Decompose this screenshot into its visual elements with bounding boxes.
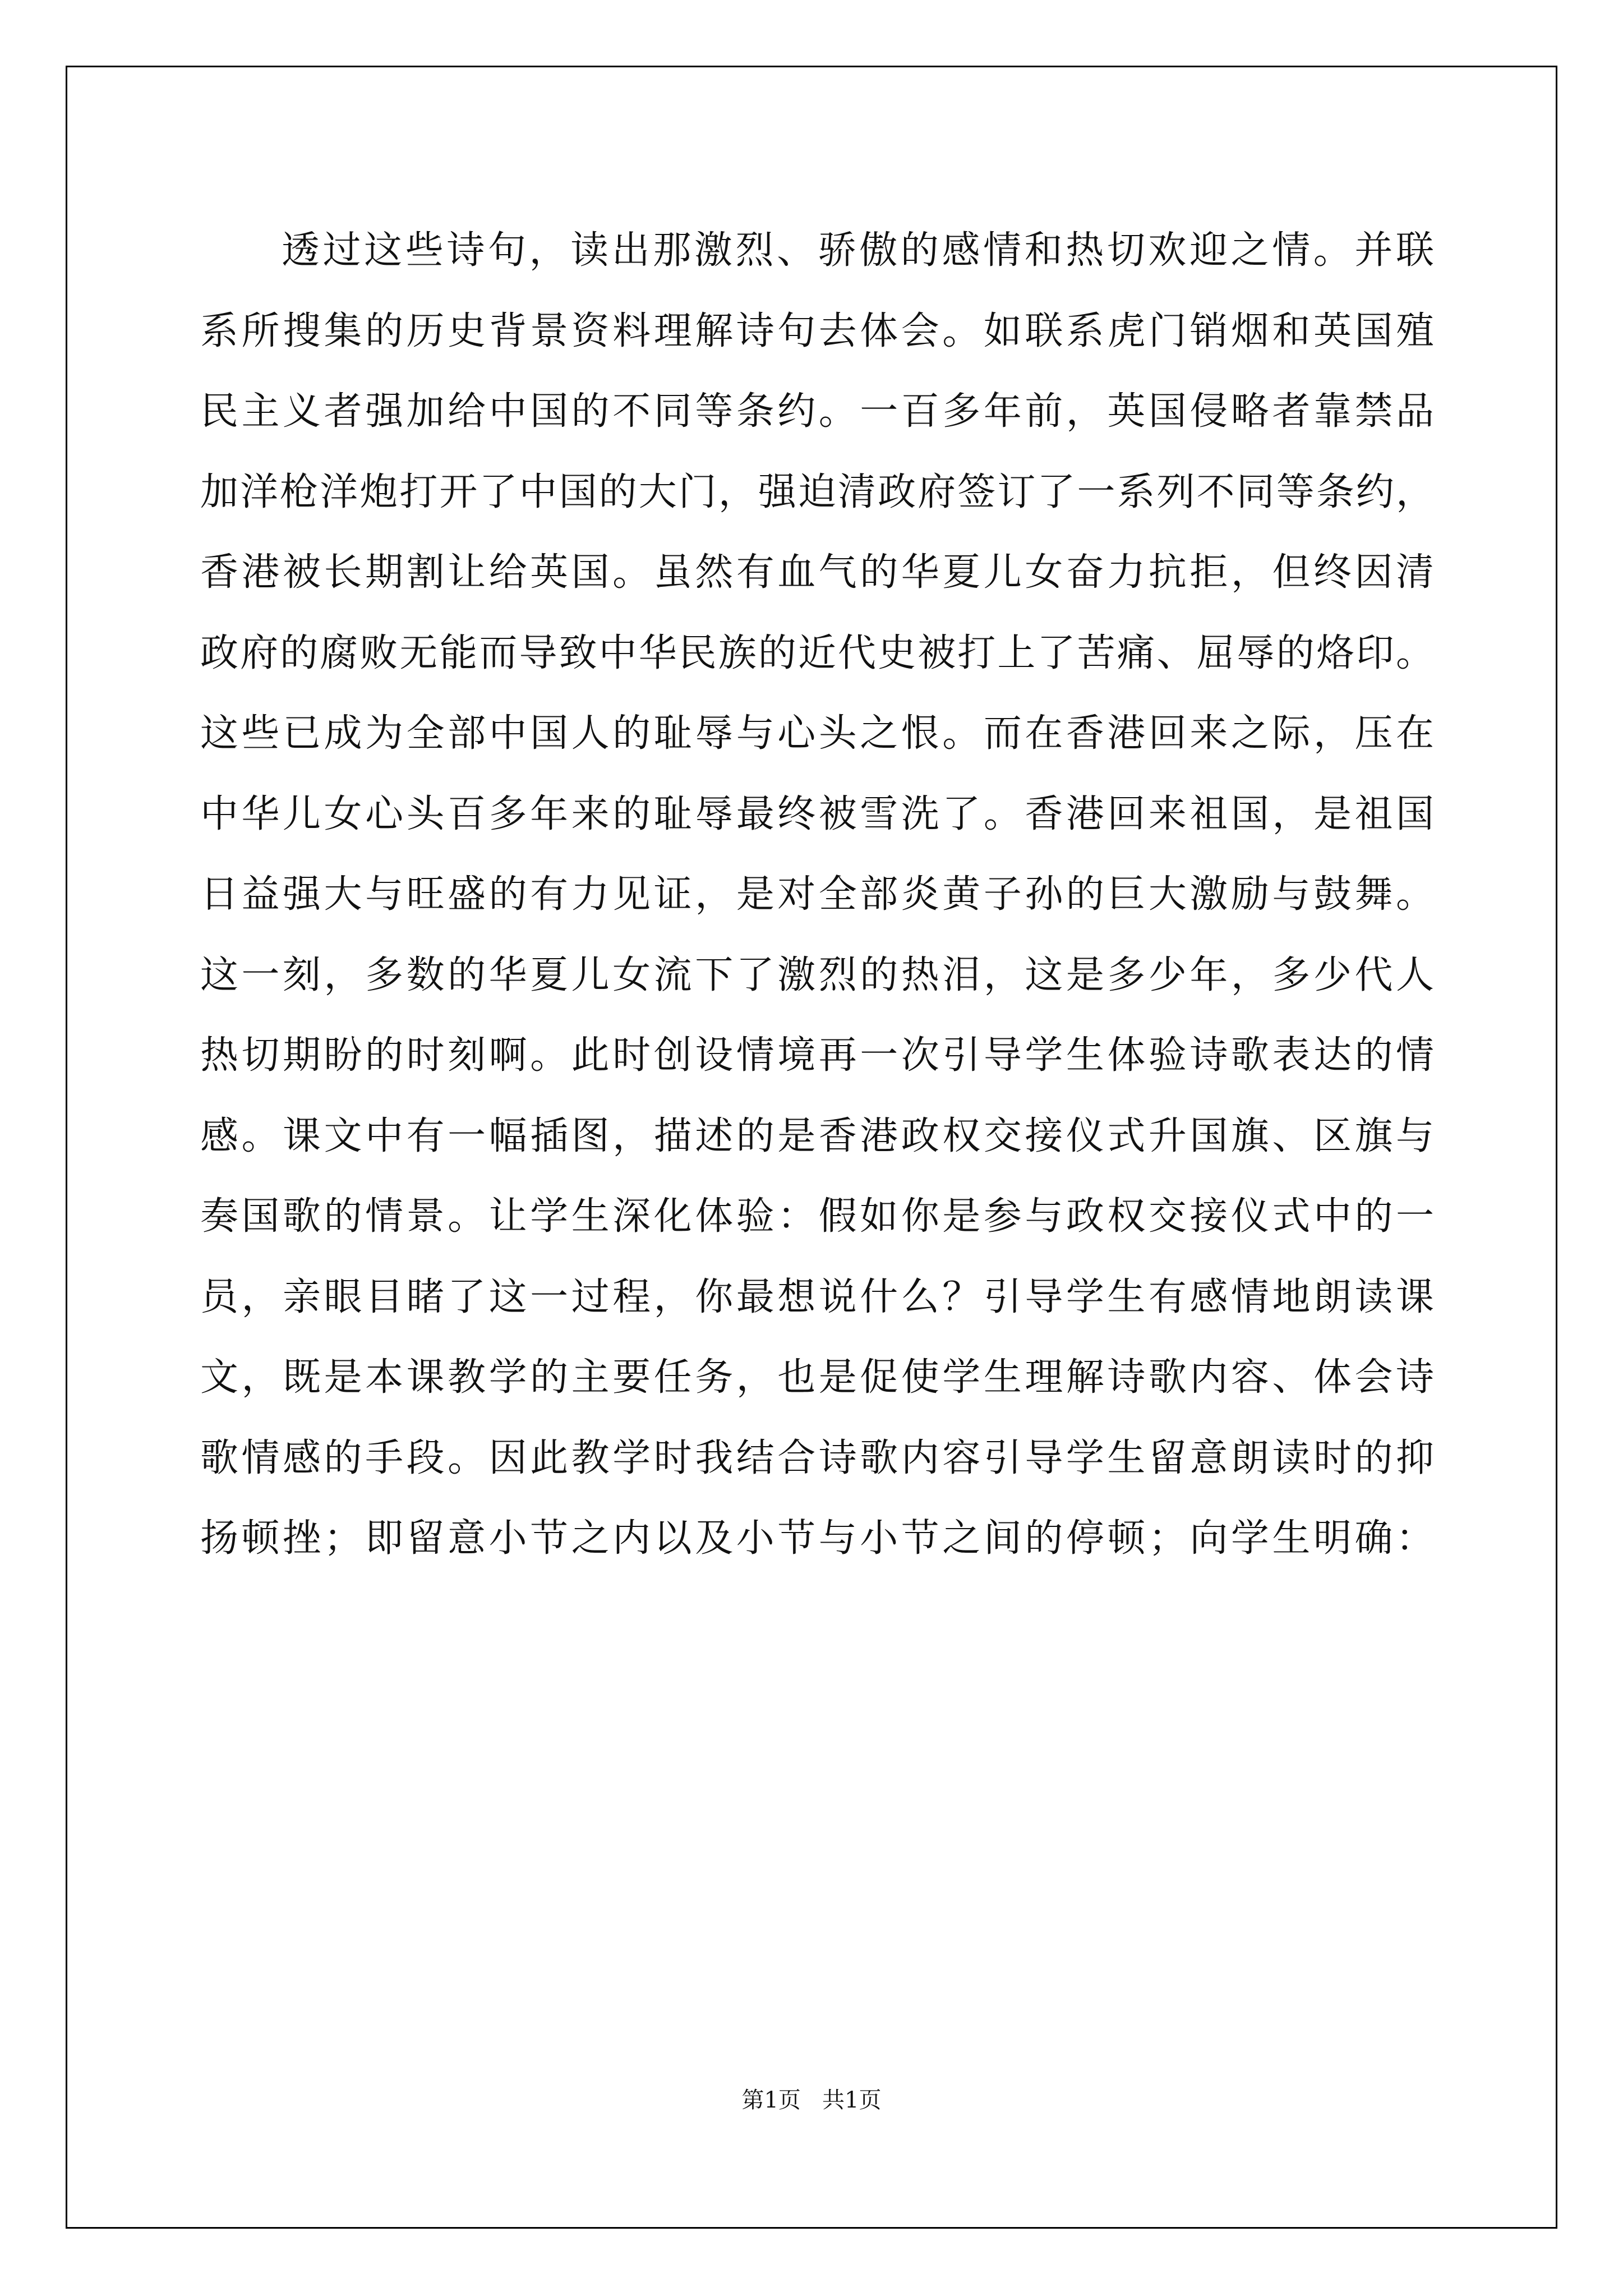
text-line: 政府的腐败无能而导致中华民族的近代史被打上了苦痛、屈辱的烙印。 (200, 631, 1434, 675)
text-line: 感。课文中有一幅插图，描述的是香港政权交接仪式升国旗、区旗与 (200, 1114, 1434, 1158)
text-line: 中华儿女心头百多年来的耻辱最终被雪洗了。香港回来祖国，是祖国 (200, 792, 1434, 836)
text-line: 民主义者强加给中国的不同等条约。一百多年前，英国侵略者靠禁品 (200, 389, 1434, 434)
text-line: 系所搜集的历史背景资料理解诗句去体会。如联系虎门销烟和英国殖 (200, 309, 1434, 353)
text-line: 扬顿挫；即留意小节之内以及小节与小节之间的停顿；向学生明确： (200, 1516, 1434, 1561)
text-line: 员，亲眼目睹了这一过程，你最想说什么？引导学生有感情地朗读课 (200, 1274, 1434, 1319)
text-line: 奏国歌的情景。让学生深化体验：假如你是参与政权交接仪式中的一 (200, 1194, 1434, 1239)
body-paragraph (200, 210, 1434, 1579)
text-line: 日益强大与旺盛的有力见证，是对全部炎黄子孙的巨大激励与鼓舞。 (200, 872, 1434, 917)
text-line: 加洋枪洋炮打开了中国的大门，强迫清政府签订了一系列不同等条约， (200, 470, 1434, 514)
text-line: 透过这些诗句，读出那激烈、骄傲的感情和热切欢迎之情。并联 (282, 228, 1434, 273)
text-line: 文，既是本课教学的主要任务，也是促使学生理解诗歌内容、体会诗 (200, 1355, 1434, 1400)
text-line: 歌情感的手段。因此教学时我结合诗歌内容引导学生留意朗读时的抑 (200, 1435, 1434, 1480)
text-line: 香港被长期割让给英国。虽然有血气的华夏儿女奋力抗拒，但终因清 (200, 550, 1434, 595)
page-number-footer: 第1页 共1页 (741, 2087, 882, 2113)
text-line: 这些已成为全部中国人的耻辱与心头之恨。而在香港回来之际，压在 (200, 711, 1434, 756)
text-line: 这一刻，多数的华夏儿女流下了激烈的热泪，这是多少年，多少代人 (200, 953, 1434, 997)
text-line: 热切期盼的时刻啊。此时创设情境再一次引导学生体验诗歌表达的情 (200, 1033, 1434, 1078)
